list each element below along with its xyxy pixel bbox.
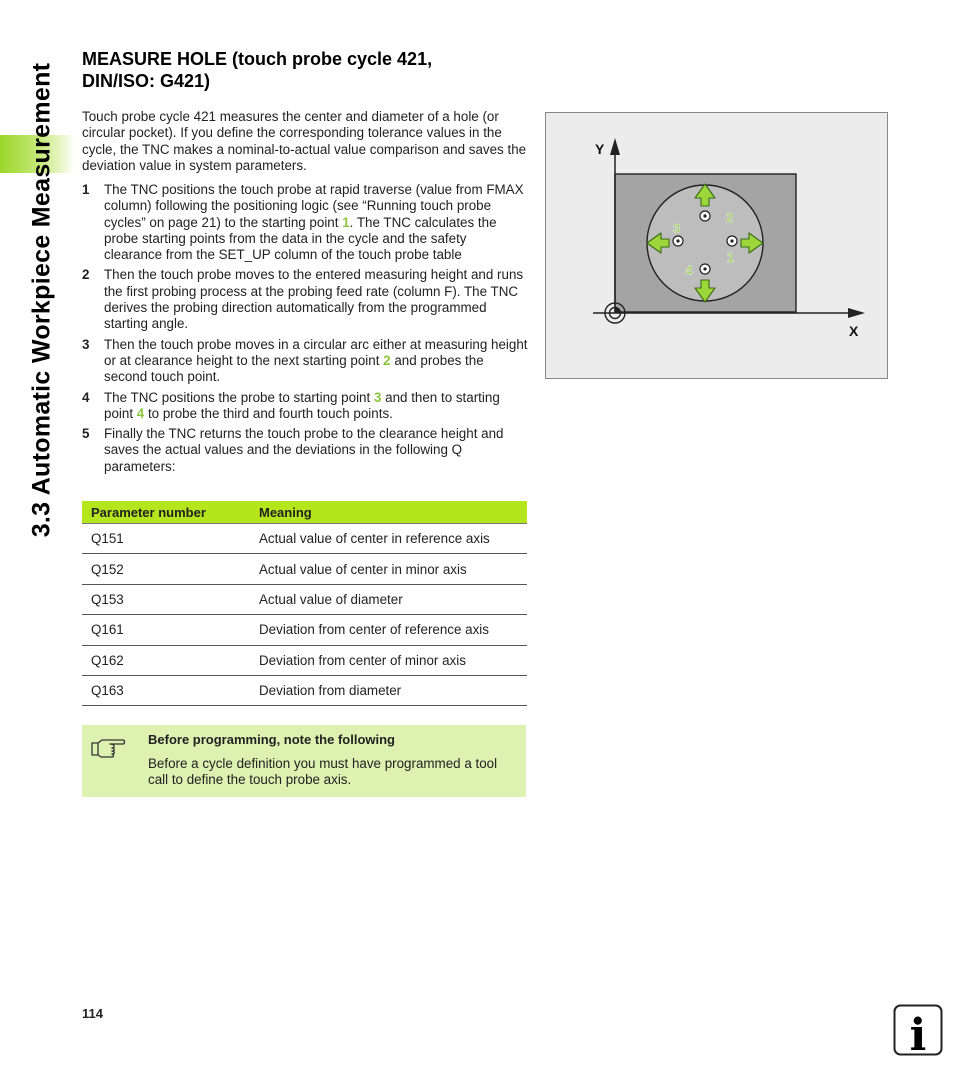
step-number: 1 xyxy=(82,182,90,197)
table-row xyxy=(82,645,527,675)
step-number: 5 xyxy=(82,426,90,442)
table-header-row xyxy=(82,501,527,524)
table-row xyxy=(82,584,527,614)
point-ref: 4 xyxy=(136,405,145,421)
step-item xyxy=(82,390,528,423)
param-meaning: Deviation from diameter xyxy=(250,675,527,705)
step-text: Finally the TNC returns the touch probe to the clearance height and saves the actual values and the deviations in the following Q parameters: xyxy=(104,426,504,474)
step-item xyxy=(82,337,528,386)
pointing-hand-icon xyxy=(90,734,128,760)
point-label-3: 3 xyxy=(673,221,681,236)
intro-paragraph: Touch probe cycle 421 measures the center and diameter of a hole (or circular pocket). If you define the corresponding tolerance values in the cycle, the TNC makes a nominal-to-actual value comparison and saves the deviation value in system parameters. xyxy=(82,109,527,173)
table-row xyxy=(82,524,527,554)
step-item xyxy=(82,426,528,475)
step-item xyxy=(82,182,528,263)
note-box xyxy=(82,725,526,797)
note-title: Before programming, note the following xyxy=(148,732,395,747)
x-axis-label: X xyxy=(849,323,859,339)
step-number: 2 xyxy=(82,267,90,283)
point-label-4: 4 xyxy=(685,263,693,278)
param-number: Q153 xyxy=(82,584,250,614)
table-row xyxy=(82,615,527,645)
param-meaning: Actual value of center in minor axis xyxy=(250,554,527,584)
point-ref: 2 xyxy=(383,352,391,368)
step-list xyxy=(82,182,528,479)
note-text: Before a cycle definition you must have programmed a tool call to define the touch probe axis. xyxy=(148,756,498,788)
point-label-2: 2 xyxy=(726,210,734,225)
section-tab-label: 3.3 Automatic Workpiece Measurement xyxy=(27,62,56,538)
param-meaning: Deviation from center of minor axis xyxy=(250,645,527,675)
info-icon xyxy=(893,1004,943,1056)
point-label-1: 1 xyxy=(727,250,735,265)
param-meaning: Deviation from center of reference axis xyxy=(250,615,527,645)
point-ref: 3 xyxy=(373,389,382,405)
step-text: Then the touch probe moves in a circular arc either at measuring height or at clearance height to the next starting point 2 and probes the second touch point. xyxy=(104,336,528,385)
param-number: Q151 xyxy=(82,524,250,554)
probe-diagram xyxy=(545,112,888,379)
step-number: 4 xyxy=(82,389,90,405)
point-ref: 1 xyxy=(342,214,350,230)
page-number: 114 xyxy=(82,1006,103,1021)
parameter-table xyxy=(82,501,527,706)
param-number: Q161 xyxy=(82,615,250,645)
heading-line-2: DIN/ISO: G421) xyxy=(82,71,211,91)
table-row xyxy=(82,675,527,705)
heading-line-1: MEASURE HOLE (touch probe cycle 421, xyxy=(82,49,433,69)
table-row xyxy=(82,554,527,584)
info-letter: i xyxy=(909,1010,927,1056)
param-meaning: Actual value of diameter xyxy=(250,584,527,614)
column-header: Parameter number xyxy=(82,501,250,524)
column-header: Meaning xyxy=(250,501,527,524)
step-item xyxy=(82,267,528,332)
step-text: Then the touch probe moves to the entered measuring height and runs the first probing process at the probing feed rate (column F). The TNC derives the probing direction automatically from the programmed starting angle. xyxy=(104,267,524,332)
param-number: Q152 xyxy=(82,554,250,584)
param-number: Q163 xyxy=(82,675,250,705)
param-meaning: Actual value of center in reference axis xyxy=(250,524,527,554)
param-number: Q162 xyxy=(82,645,250,675)
page-heading xyxy=(82,48,522,92)
step-number: 3 xyxy=(82,336,90,352)
y-axis-label: Y xyxy=(595,141,605,157)
step-text: The TNC positions the touch probe at rapid traverse (value from FMAX column) following the positioning logic (see “Running touch probe cycles” on page 21) to the starting point 1. The TNC calculates the probe starting points from the data in the cycle and the safety clearance from the SET_UP column of the touch probe table xyxy=(104,182,524,263)
step-text: The TNC positions the probe to starting point 3 and then to starting point 4 to probe the third and fourth touch points. xyxy=(104,389,500,421)
